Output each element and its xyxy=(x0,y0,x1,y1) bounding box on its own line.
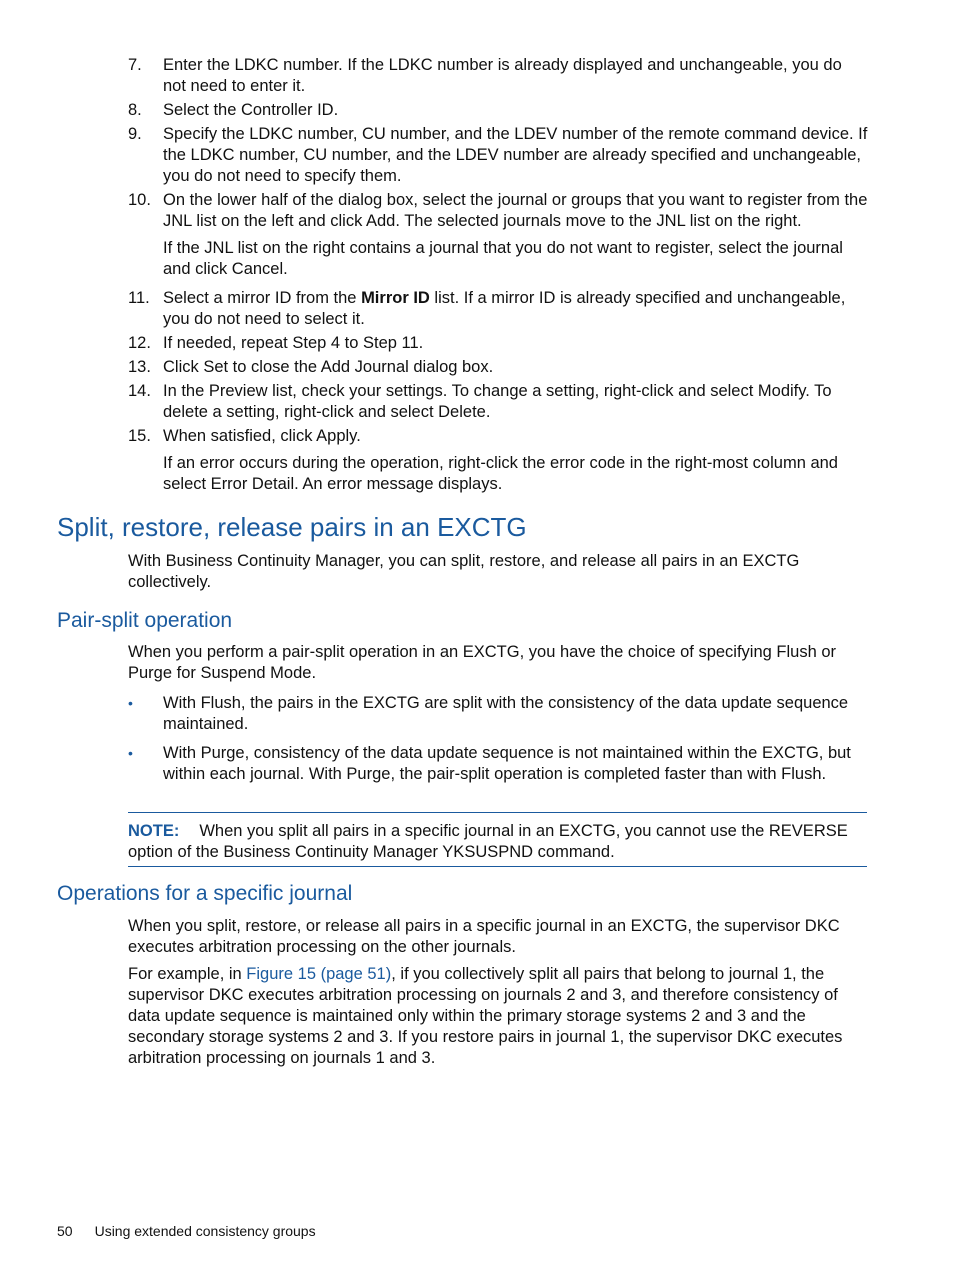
step-text: Specify the LDKC number, CU number, and the LDEV number of the remote command device. If the LDKC number, CU number, and the LDEV number are already specified and unchangeable, you do not need to specify them. xyxy=(163,125,868,185)
step-number: 7. xyxy=(128,56,142,74)
bullet-text: With Purge, consistency of the data update sequence is not maintained within the EXCTG, but within each journal. With Purge, the pair-split operation is completed faster than with Flush. xyxy=(163,744,851,783)
step-text: If needed, repeat Step 4 to Step 11. xyxy=(163,334,424,352)
bullet-icon: • xyxy=(128,695,133,711)
step-text: Select the Controller ID. xyxy=(163,101,339,119)
step-7 xyxy=(128,55,868,97)
step-text: Enter the LDKC number. If the LDKC number is already displayed and unchangeable, you do not need to enter it. xyxy=(163,56,842,95)
step-13 xyxy=(128,357,868,378)
subsection-heading-pair-split: Pair-split operation xyxy=(57,609,233,632)
step-10 xyxy=(128,190,868,232)
figure-cross-reference-link[interactable]: Figure 15 (page 51) xyxy=(246,965,392,983)
step-number: 9. xyxy=(128,125,142,143)
section-heading: Split, restore, release pairs in an EXCTG xyxy=(57,512,527,542)
para-text-part: For example, in xyxy=(128,965,247,983)
step-text: When satisfied, click Apply. xyxy=(163,427,361,445)
subsection-heading-specific-journal: Operations for a specific journal xyxy=(57,882,353,905)
note-box xyxy=(128,812,867,867)
step-text xyxy=(163,288,868,330)
step-text-part: Select a mirror ID from the xyxy=(163,289,362,307)
step-number: 14. xyxy=(128,382,151,400)
pair-split-intro: When you perform a pair-split operation in an EXCTG, you have the choice of specifying Flush or Purge for Suspend Mode. xyxy=(128,643,837,682)
page-number: 50 xyxy=(57,1223,73,1239)
step-text: Click Set to close the Add Journal dialog box. xyxy=(163,358,494,376)
step-10-continuation: If the JNL list on the right contains a journal that you do not want to register, select the journal and click Cancel. xyxy=(163,239,843,278)
step-text-part: list. If a mirror ID is already specified and unchangeable, you do not need to select it. xyxy=(163,289,846,328)
step-15 xyxy=(128,426,868,447)
ui-term-mirror-id: Mirror ID xyxy=(361,289,430,307)
step-14 xyxy=(128,381,868,423)
step-text: On the lower half of the dialog box, select the journal or groups that you want to register from the JNL list on the left and click Add. The selected journals move to the JNL list on the right. xyxy=(163,191,868,230)
step-15-continuation: If an error occurs during the operation, right-click the error code in the right-most column and select Error Detail. An error message displays. xyxy=(163,454,838,493)
step-number: 8. xyxy=(128,101,142,119)
step-11 xyxy=(128,288,868,330)
step-text: In the Preview list, check your settings. To change a setting, right-click and select Modify. To delete a setting, right-click and select Delete. xyxy=(163,382,832,421)
step-number: 13. xyxy=(128,358,151,376)
step-9 xyxy=(128,124,868,187)
step-number: 11. xyxy=(128,289,150,307)
step-number: 10. xyxy=(128,191,151,209)
bullet-item-purge xyxy=(128,743,868,785)
para-text-part: , if you collectively split all pairs that belong to journal 1, the supervisor DKC executes arbitration processing on journals 2 and 3, and therefore consistency of data update sequence is maintained only within the primary storage systems 2 and 3 and the secondary storage systems 2 and 3. If you restore pairs in journal 1, the supervisor DKC executes arbitration processing on journals 1 and 3. xyxy=(128,965,843,1067)
specific-journal-para-1: When you split, restore, or release all pairs in a specific journal in an EXCTG, the supervisor DKC executes arbitration processing on the other journals. xyxy=(128,917,840,956)
chapter-title: Using extended consistency groups xyxy=(94,1223,316,1239)
bullet-icon: • xyxy=(128,745,133,761)
step-number: 15. xyxy=(128,427,151,445)
note-label: NOTE: xyxy=(128,822,180,840)
specific-journal-para-2 xyxy=(128,964,868,1069)
step-12 xyxy=(128,333,868,354)
step-number: 12. xyxy=(128,334,151,352)
note-text: When you split all pairs in a specific journal in an EXCTG, you cannot use the REVERSE option of the Business Continuity Manager YKSUSPND command. xyxy=(128,822,848,861)
section-intro: With Business Continuity Manager, you can split, restore, and release all pairs in an EXCTG collectively. xyxy=(128,552,800,591)
bullet-item-flush xyxy=(128,693,868,735)
bullet-text: With Flush, the pairs in the EXCTG are split with the consistency of the data update sequence maintained. xyxy=(163,694,849,733)
step-8 xyxy=(128,100,868,121)
procedure-steps xyxy=(128,55,868,503)
page-footer xyxy=(57,1223,316,1239)
